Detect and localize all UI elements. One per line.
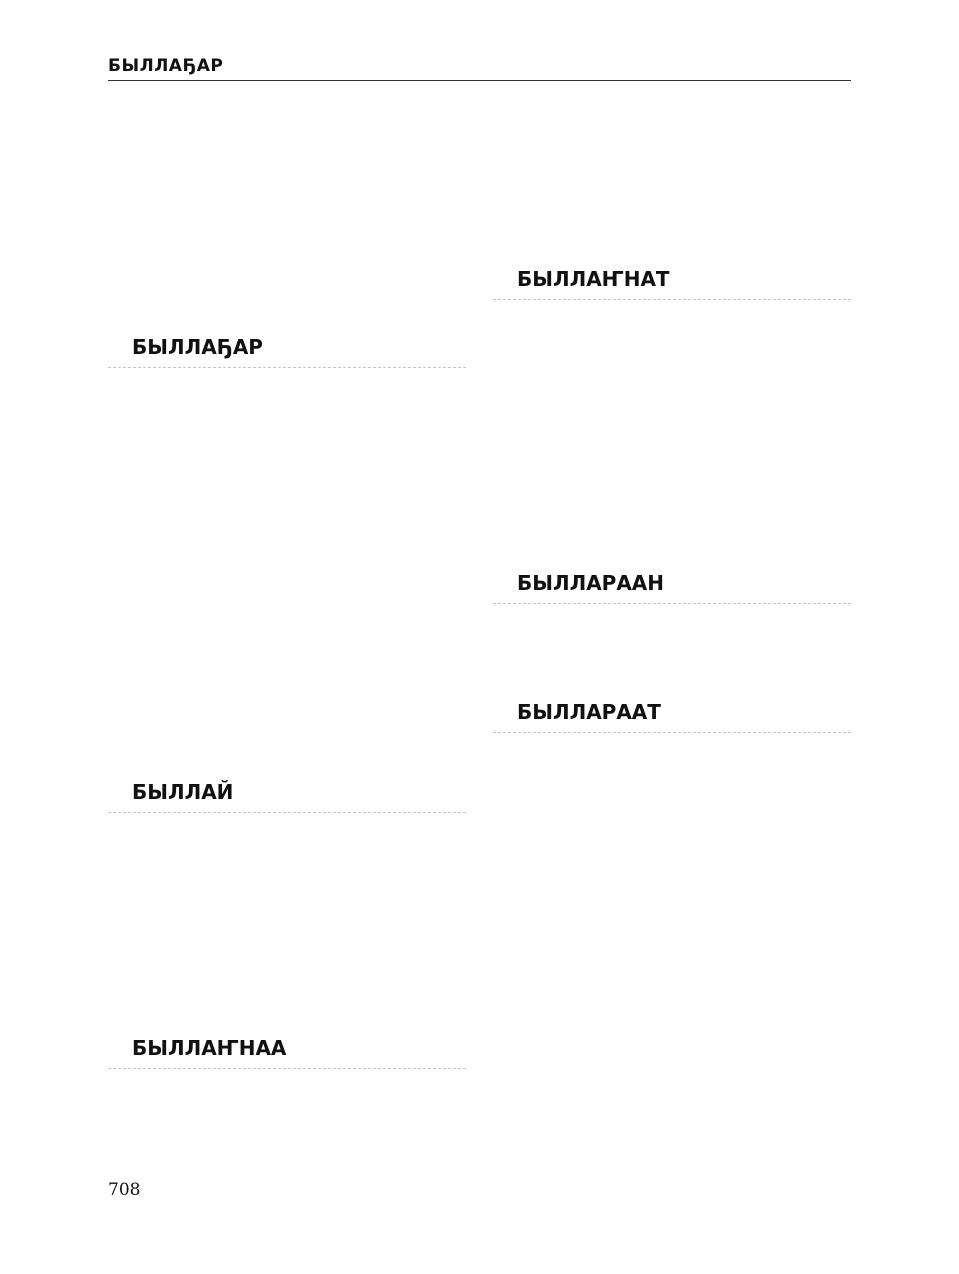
entry-headword: БЫЛЛАРААН: [517, 571, 665, 595]
right-column: [493, 104, 851, 1144]
entry-headword: БЫЛЛАҤНАТ: [517, 267, 670, 291]
dictionary-entry: [108, 1034, 466, 1082]
dictionary-entry: [493, 569, 851, 617]
entry-body: [108, 812, 466, 827]
page-number: 708: [108, 1180, 141, 1200]
entry-headword: БЫЛЛАЙ: [132, 780, 234, 804]
dictionary-entry: [108, 333, 466, 381]
entry-body: [108, 367, 466, 382]
dictionary-entry: [493, 265, 851, 313]
dictionary-entry: [493, 698, 851, 746]
entry-headword: БЫЛЛАҔАР: [132, 335, 263, 359]
dictionary-entry: [108, 778, 466, 826]
entry-body: [493, 732, 851, 747]
entry-body: [108, 1068, 466, 1083]
left-column: [108, 104, 466, 1144]
entry-headword: БЫЛЛАРААТ: [517, 700, 661, 724]
running-head: БЫЛЛАҔАР: [108, 56, 224, 76]
entry-body: [493, 299, 851, 314]
entry-headword: БЫЛЛАҤНАА: [132, 1036, 287, 1060]
entry-body: [493, 603, 851, 618]
header-rule: [108, 80, 851, 81]
